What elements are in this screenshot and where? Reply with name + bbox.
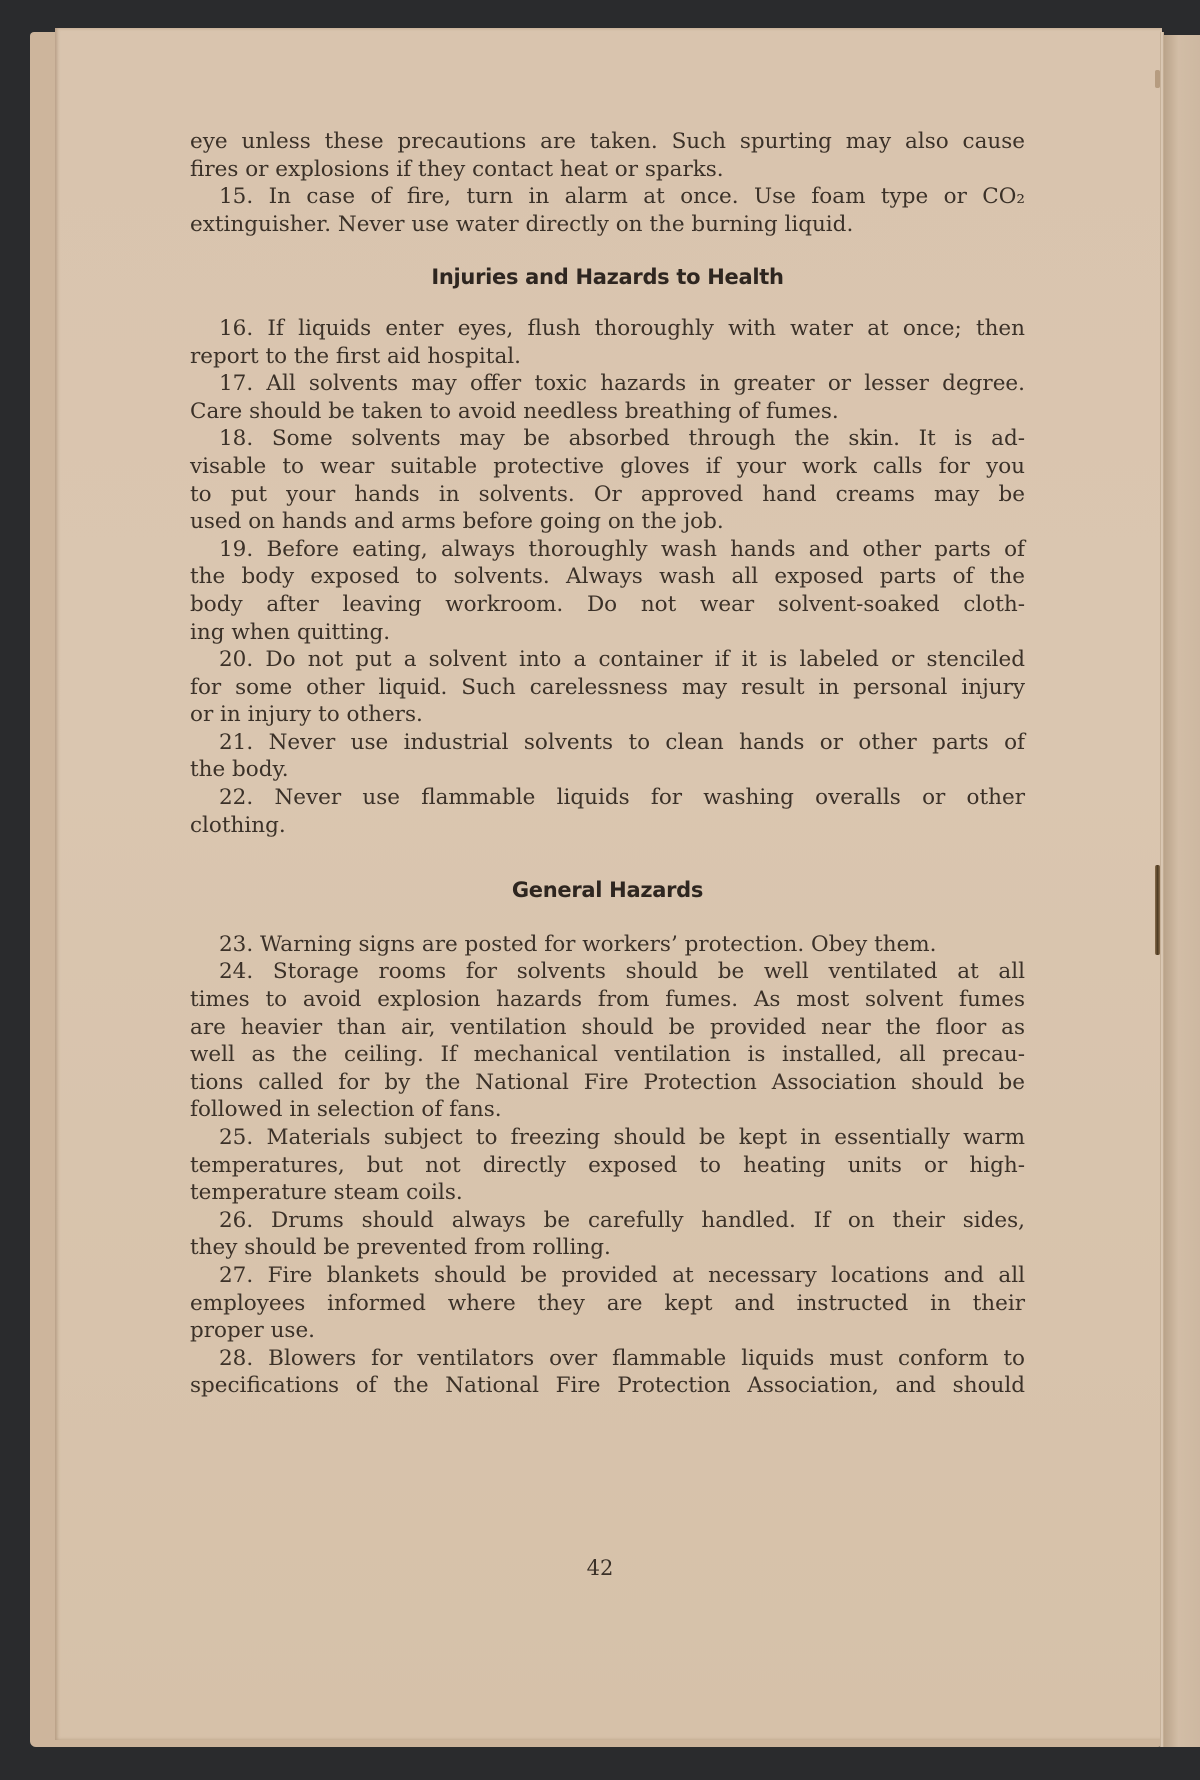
spine-fold xyxy=(1160,32,1164,1747)
text-line: followed in selection of fans. xyxy=(190,1097,502,1123)
text-line: 20. Do not put a solvent into a container if it is labeled or stenciled xyxy=(219,647,1025,673)
numbered-rule-28 xyxy=(190,1345,1025,1400)
page-body-text xyxy=(190,128,1025,1400)
text-line: 15. In case of fire, turn in alarm at once. Use foam type or CO₂ xyxy=(219,184,1025,210)
text-line: the body. xyxy=(190,757,289,783)
text-line: they should be prevented from rolling. xyxy=(190,1235,611,1261)
text-line: report to the first aid hospital. xyxy=(190,343,521,369)
page-number: 42 xyxy=(586,1556,614,1580)
numbered-rule-18 xyxy=(190,425,1025,535)
text-line: employees informed where they are kept and instructed in their xyxy=(190,1290,1025,1316)
text-line: well as the ceiling. If mechanical ventilation is installed, all precau- xyxy=(190,1042,1025,1068)
numbered-rule-19 xyxy=(190,536,1025,646)
text-line: the body exposed to solvents. Always wash all exposed parts of the xyxy=(190,564,1025,590)
text-line: fires or explosions if they contact heat or sparks. xyxy=(190,156,724,182)
text-line: for some other liquid. Such carelessness may result in personal injury xyxy=(190,674,1025,700)
text-line: 17. All solvents may offer toxic hazards in greater or lesser degree. xyxy=(219,371,1025,397)
text-line: ing when quitting. xyxy=(190,619,391,645)
numbered-rule-21 xyxy=(190,729,1025,784)
text-line: temperature steam coils. xyxy=(190,1180,463,1206)
text-line: 26. Drums should always be carefully handled. If on their sides, xyxy=(219,1207,1025,1233)
text-line: 25. Materials subject to freezing should be kept in essentially warm xyxy=(219,1125,1025,1150)
text-line: tions called for by the National Fire Protection Association should be xyxy=(190,1069,1025,1095)
facing-page-edge xyxy=(1164,35,1200,1747)
text-line: temperatures, but not directly exposed to heating units or high- xyxy=(190,1152,1025,1178)
numbered-rule-16 xyxy=(190,315,1025,370)
text-line: 23. Warning signs are posted for workers’ protection. Obey them. xyxy=(219,931,937,957)
text-line: 16. If liquids enter eyes, flush thoroughly with water at once; then xyxy=(219,315,1025,341)
numbered-rule-26 xyxy=(190,1207,1025,1262)
numbered-rule-27 xyxy=(190,1262,1025,1345)
text-line: 28. Blowers for ventilators over flammable liquids must conform to xyxy=(219,1345,1025,1371)
text-line: are heavier than air, ventilation should be provided near the floor as xyxy=(190,1014,1025,1040)
text-line: 21. Never use industrial solvents to clean hands or other parts of xyxy=(219,729,1025,755)
text-line: or in injury to others. xyxy=(190,702,423,728)
numbered-rule-20 xyxy=(190,646,1025,729)
text-line: times to avoid explosion hazards from fumes. As most solvent fumes xyxy=(190,987,1025,1013)
spine-nick xyxy=(1155,70,1160,88)
text-line: Care should be taken to avoid needless breathing of fumes. xyxy=(190,398,839,424)
text-line: to put your hands in solvents. Or approved hand creams may be xyxy=(190,481,1025,507)
numbered-rule-23 xyxy=(190,931,1025,959)
numbered-rule-24 xyxy=(190,958,1025,1124)
numbered-rule-25 xyxy=(190,1124,1025,1207)
text-line: 18. Some solvents may be absorbed through the skin. It is ad- xyxy=(219,426,1025,452)
text-line: specifications of the National Fire Protection Association, and should xyxy=(190,1373,1025,1399)
text-line: proper use. xyxy=(190,1318,316,1344)
text-line: body after leaving workroom. Do not wear solvent-soaked cloth- xyxy=(190,591,1025,617)
text-line: clothing. xyxy=(190,812,286,838)
text-line: eye unless these precautions are taken. Such spurting may also cause xyxy=(190,129,1025,154)
binding-staple xyxy=(1155,865,1160,955)
continued-paragraph xyxy=(190,128,1025,183)
section-heading: General Hazards xyxy=(511,878,704,903)
numbered-rule-15 xyxy=(190,183,1025,238)
text-line: 22. Never use flammable liquids for washing overalls or other xyxy=(219,785,1025,811)
text-line: used on hands and arms before going on the job. xyxy=(190,509,724,535)
text-line: 27. Fire blankets should be provided at necessary locations and all xyxy=(219,1262,1025,1288)
text-line: 24. Storage rooms for solvents should be well ventilated at all xyxy=(219,959,1025,985)
text-line: extinguisher. Never use water directly on the burning liquid. xyxy=(190,211,854,237)
numbered-rule-17 xyxy=(190,370,1025,425)
section-heading: Injuries and Hazards to Health xyxy=(431,265,784,290)
text-line: visable to wear suitable protective gloves if your work calls for you xyxy=(190,453,1025,479)
numbered-rule-22 xyxy=(190,784,1025,839)
text-line: 19. Before eating, always thoroughly wash hands and other parts of xyxy=(219,536,1025,562)
